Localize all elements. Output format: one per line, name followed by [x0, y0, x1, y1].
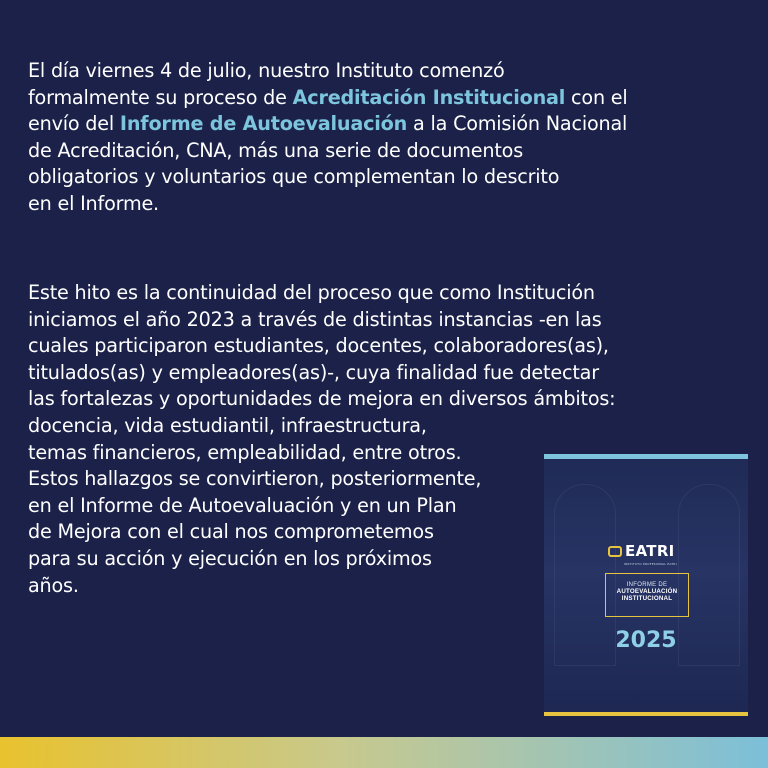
p1-line-3-text-a: envío del — [28, 112, 120, 136]
p1-line-2-text-a: formalmente su proceso de — [28, 85, 293, 109]
report-cover — [544, 454, 748, 716]
cover-logo-text: EATRI — [625, 542, 675, 560]
highlight-informe-autoevaluacion: Informe de Autoevaluación — [119, 112, 408, 136]
p2-line-7: temas financieros, empleabilidad, entre otros. — [28, 440, 462, 464]
p2-line-5: las fortalezas y oportunidades de mejora en diversos ámbitos: — [28, 387, 616, 411]
cover-bottom-stripe — [544, 712, 748, 716]
p2-line-2: iniciamos el año 2023 a través de distintas instancias -en las — [28, 307, 602, 331]
intro-paragraph — [28, 58, 628, 218]
p2-line-10: de Mejora con el cual nos comprometemos — [28, 520, 434, 544]
eatri-logo-icon — [608, 546, 622, 557]
p1-line-5: obligatorios y voluntarios que complementan lo descrito — [28, 165, 560, 189]
p1-line-2-text-b: con el — [565, 85, 628, 109]
p2-line-9: en el Informe de Autoevaluación y en un Plan — [28, 493, 457, 517]
cover-title-line-3: INSTITUCIONAL — [621, 595, 673, 602]
p2-line-6: docencia, vida estudiantil, infraestructura, — [28, 413, 427, 437]
p2-line-12: años. — [28, 573, 79, 597]
p2-line-8: Estos hallazgos se convirtieron, posteriormente, — [28, 467, 482, 491]
p2-line-3: cuales participaron estudiantes, docentes, colaboradores(as), — [28, 334, 609, 358]
cover-logo — [608, 542, 675, 560]
p1-line-4: de Acreditación, CNA, más una serie de documentos — [28, 138, 524, 162]
cover-title-line-2: AUTOEVALUACIÓN — [616, 588, 678, 595]
p1-line-6: en el Informe. — [28, 191, 159, 215]
p2-line-4: titulados(as) y empleadores(as)-, cuya finalidad fue detectar — [28, 360, 599, 384]
p2-line-11: para su acción y ejecución en los próximos — [28, 546, 432, 570]
highlight-acreditacion-institucional: Acreditación Institucional — [292, 85, 566, 109]
body-paragraph — [28, 280, 615, 599]
cover-top-stripe — [544, 454, 748, 459]
p1-line-3-text-b: a la Comisión Nacional — [407, 112, 628, 136]
p1-line-3 — [28, 111, 628, 138]
cover-logo-subtitle: INSTITUTO PROFESIONAL EATRI — [624, 562, 677, 566]
footer-gradient-bar — [0, 737, 768, 768]
p1-line-2 — [28, 85, 628, 112]
p2-line-1: Este hito es la continuidad del proceso que como Institución — [28, 281, 595, 304]
cover-title-line-1: INFORME DE — [626, 582, 668, 588]
cover-title-box — [605, 573, 689, 617]
p1-line-1: El día viernes 4 de julio, nuestro Instituto comenzó — [28, 59, 505, 82]
cover-year: 2025 — [615, 628, 677, 653]
